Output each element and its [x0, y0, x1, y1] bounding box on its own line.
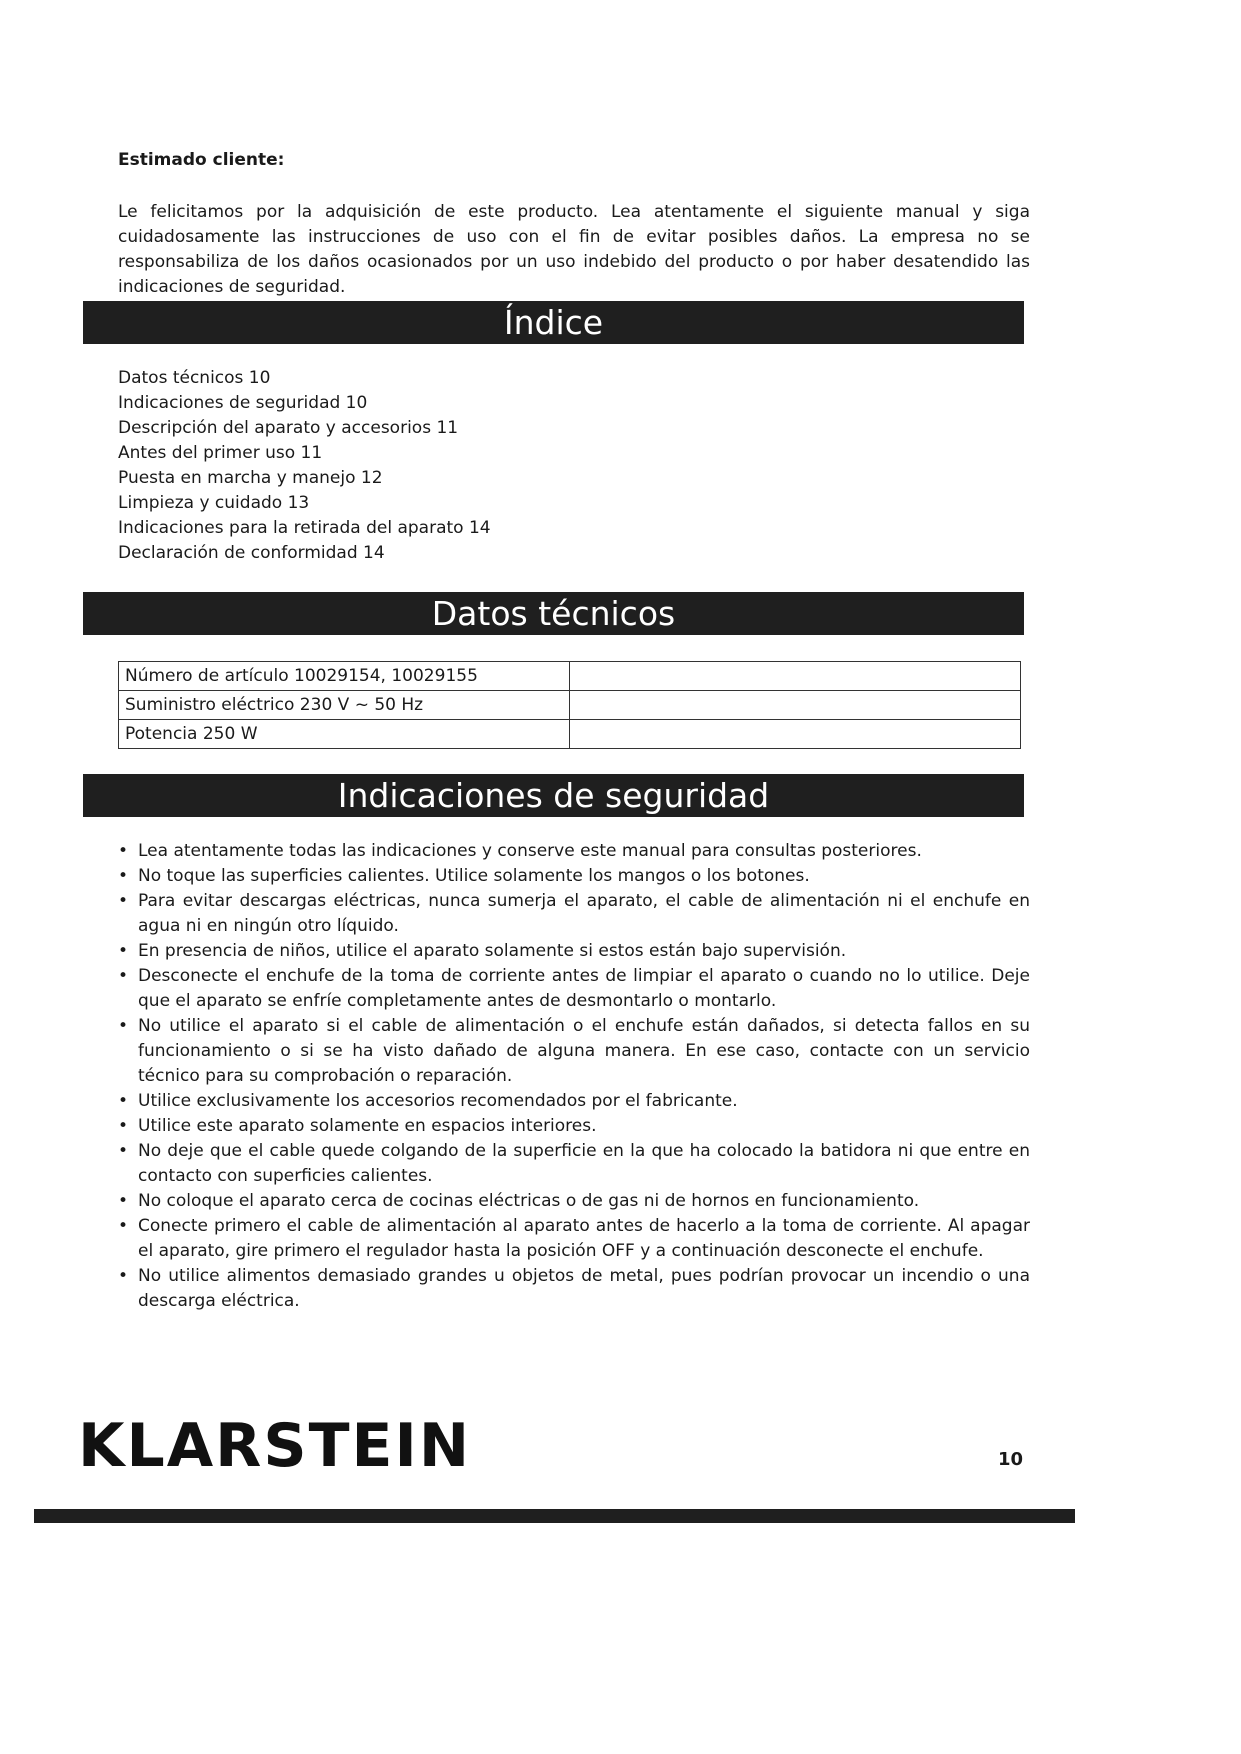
- toc-item: Indicaciones para la retirada del aparato 14: [118, 518, 491, 538]
- list-item-text: En presencia de niños, utilice el aparato solamente si estos están bajo supervisión.: [138, 941, 847, 961]
- list-item-text: No utilice el aparato si el cable de alimentación o el enchufe están dañados, si detecta fallos en su funcionamiento o si se ha visto dañado de alguna manera. En ese caso, contacte con un servicio técnico para su comprobación o reparación.: [138, 1016, 1030, 1086]
- list-item-text: Utilice exclusivamente los accesorios recomendados por el fabricante.: [138, 1091, 738, 1111]
- bullet: •: [118, 891, 129, 911]
- specs-section-header: Datos técnicos: [83, 592, 1024, 635]
- list-item: [118, 889, 1030, 939]
- bullet: •: [118, 1216, 129, 1236]
- toc-item: Indicaciones de seguridad 10: [118, 393, 368, 413]
- list-item-text: No utilice alimentos demasiado grandes u objetos de metal, pues podrían provocar un incendio o una descarga eléctrica.: [138, 1266, 1030, 1311]
- list-item: [118, 1189, 1030, 1214]
- footer-divider: [34, 1509, 1075, 1523]
- list-item: [118, 1114, 1030, 1139]
- bullet: •: [118, 866, 129, 886]
- toc-item: Antes del primer uso 11: [118, 443, 323, 463]
- list-item: [118, 1214, 1030, 1264]
- list-item: [118, 1014, 1030, 1089]
- page-number: 10: [998, 1449, 1024, 1470]
- list-item: [118, 1139, 1030, 1189]
- list-item: [118, 1264, 1030, 1314]
- list-item-text: No deje que el cable quede colgando de la superficie en la que ha colocado la batidora ni que entre en contacto con superficies calientes.: [138, 1141, 1030, 1186]
- list-item-text: No coloque el aparato cerca de cocinas eléctricas o de gas ni de hornos en funcionamiento.: [138, 1191, 920, 1211]
- bullet: •: [118, 966, 129, 986]
- list-item: [118, 1089, 1030, 1114]
- toc-item: Descripción del aparato y accesorios 11: [118, 418, 459, 438]
- list-item-text: Para evitar descargas eléctricas, nunca sumerja el aparato, el cable de alimentación ni el enchufe en agua ni en ningún otro líquido.: [138, 891, 1030, 936]
- list-item: [118, 939, 1030, 964]
- table-row: [119, 691, 1021, 720]
- toc-item: Declaración de conformidad 14: [118, 543, 385, 563]
- spec-label: Potencia 250 W: [119, 720, 570, 749]
- list-item-text: Lea atentamente todas las indicaciones y conserve este manual para consultas posteriores.: [138, 841, 922, 861]
- specs-table: [118, 661, 1021, 749]
- intro-paragraph: Le felicitamos por la adquisición de este producto. Lea atentamente el siguiente manual y siga cuidadosamente las instrucciones de uso con el fin de evitar posibles daños. La empresa no se responsabiliza de los daños ocasionados por un uso indebido del producto o por haber desatendido las indicaciones de seguridad.: [118, 202, 1030, 297]
- table-of-contents: [118, 366, 491, 566]
- bullet: •: [118, 1191, 129, 1211]
- safety-section-header: Indicaciones de seguridad: [83, 774, 1024, 817]
- list-item: [118, 839, 1030, 864]
- spec-label: Número de artículo 10029154, 10029155: [119, 662, 570, 691]
- list-item-text: Desconecte el enchufe de la toma de corriente antes de limpiar el aparato o cuando no lo utilice. Deje que el aparato se enfríe completamente antes de desmontarlo o montarlo.: [138, 966, 1030, 1011]
- toc-item: Datos técnicos 10: [118, 368, 271, 388]
- spec-value: [570, 691, 1021, 720]
- safety-list: [118, 839, 1030, 1314]
- list-item-text: Utilice este aparato solamente en espacios interiores.: [138, 1116, 597, 1136]
- toc-item: Limpieza y cuidado 13: [118, 493, 310, 513]
- greeting: Estimado cliente:: [118, 150, 285, 170]
- bullet: •: [118, 841, 129, 861]
- bullet: •: [118, 941, 129, 961]
- list-item-text: Conecte primero el cable de alimentación al aparato antes de hacerlo a la toma de corriente. Al apagar el aparato, gire primero el regulador hasta la posición OFF y a continuación desconecte el enchufe.: [138, 1216, 1030, 1261]
- bullet: •: [118, 1016, 129, 1036]
- toc-item: Puesta en marcha y manejo 12: [118, 468, 383, 488]
- bullet: •: [118, 1091, 129, 1111]
- table-row: [119, 720, 1021, 749]
- bullet: •: [118, 1116, 129, 1136]
- bullet: •: [118, 1266, 129, 1286]
- list-item: [118, 964, 1030, 1014]
- list-item: [118, 864, 1030, 889]
- list-item-text: No toque las superficies calientes. Utilice solamente los mangos o los botones.: [138, 866, 810, 886]
- spec-value: [570, 720, 1021, 749]
- spec-value: [570, 662, 1021, 691]
- spec-label: Suministro eléctrico 230 V ~ 50 Hz: [119, 691, 570, 720]
- index-section-header: Índice: [83, 301, 1024, 344]
- bullet: •: [118, 1141, 129, 1161]
- brand-logo: KLARSTEIN: [78, 1411, 472, 1481]
- table-row: [119, 662, 1021, 691]
